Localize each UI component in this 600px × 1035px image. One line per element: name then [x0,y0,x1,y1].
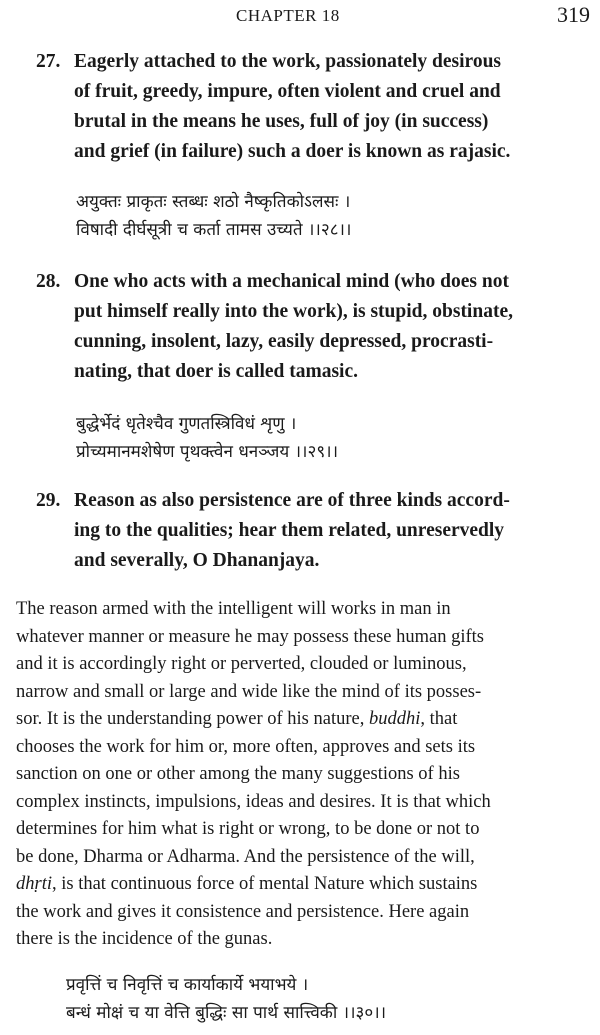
verse-line: ing to the qualities; hear them related, unreservedly [74,520,505,541]
verse-28 [36,267,596,387]
verse-line: brutal in the means he uses, full of joy (in success) [74,111,489,132]
verse-line: Reason as also persistence are of three kinds accord- [74,490,510,511]
prose-line [16,871,598,899]
verse-line: cunning, insolent, lazy, easily depressed, procrasti- [74,331,494,352]
term-dhrti: dhṛti [16,874,52,894]
verse-line: Eagerly attached to the work, passionately desirous [74,51,502,72]
sanskrit-verse-30 [66,971,386,1027]
verse-number: 28. [36,271,61,292]
sanskrit-line: विषादी दीर्घसूत्री च कर्ता तामस उच्यते ।।२८।। [76,220,352,240]
verse-line: and severally, O Dhananjaya. [74,550,320,571]
sanskrit-line: अयुक्तः प्राकृतः स्तब्धः शठो नैष्कृतिकोऽलसः । [76,192,351,212]
verse-line: of fruit, greedy, impure, often violent and cruel and [74,81,501,102]
sanskrit-line: प्रोच्यमानमशेषेण पृथक्त्वेन धनञ्जय ।।२९।। [76,442,339,462]
verse-line: nating, that doer is called tamasic. [74,361,359,382]
prose-text: , that [420,709,458,729]
sanskrit-line: बुद्धेर्भेदं धृतेश्चैव गुणतस्त्रिविधं शृणु । [76,414,297,434]
sanskrit-line: प्रवृत्तिं च निवृत्तिं च कार्याकार्ये भयाभये । [66,975,309,995]
prose-line: chooses the work for him or, more often, approves and sets its [16,736,476,757]
prose-line: there is the incidence of the gunas. [16,929,273,949]
verse-line: and grief (in failure) such a doer is known as rajasic. [74,141,511,162]
sanskrit-line: बन्धं मोक्षं च या वेत्ति बुद्धिः सा पार्थ सात्त्विकी ।।३०।। [66,1003,387,1023]
page-number: 319 [557,2,590,27]
prose-line: sanction on one or other among the many suggestions of his [16,764,460,784]
prose-text: sor. It is the understanding power of his nature, [16,709,369,729]
sanskrit-verse-29 [76,410,338,466]
prose-line: narrow and small or large and wide like the mind of its posses- [16,681,482,702]
prose-text: , is that continuous force of mental Nature which sustains [51,874,478,894]
prose-line: the work and gives it consistence and persistence. Here again [16,901,470,922]
verse-number: 27. [36,51,61,72]
term-buddhi: buddhi [368,709,421,729]
verse-27 [36,47,596,167]
prose-line [16,706,598,734]
verse-line: put himself really into the work), is stupid, obstinate, [74,301,513,322]
prose-line: be done, Dharma or Adharma. And the persistence of the will, [16,846,475,867]
verse-line: One who acts with a mechanical mind (who does not [74,271,509,292]
page-header [0,2,600,30]
sanskrit-verse-28 [76,188,351,244]
prose-line: determines for him what is right or wrong, to be done or not to [16,819,480,839]
prose-line: and it is accordingly right or perverted, clouded or luminous, [16,654,467,674]
prose-line: complex instincts, impulsions, ideas and desires. It is that which [16,791,491,812]
verse-number: 29. [36,490,61,511]
chapter-title: CHAPTER 18 [236,6,340,25]
commentary-paragraph [16,596,598,954]
prose-line: whatever manner or measure he may possess these human gifts [16,626,485,647]
prose-line: The reason armed with the intelligent will works in man in [16,599,451,619]
verse-29 [36,486,596,576]
